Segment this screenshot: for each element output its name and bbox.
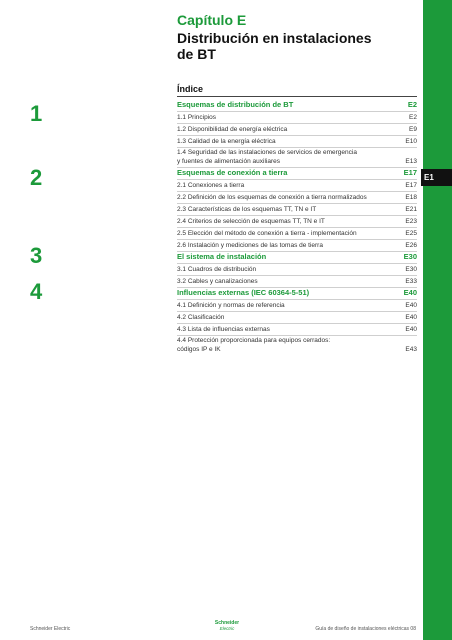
section-number-1: 1 xyxy=(30,101,43,126)
toc-item-page: E18 xyxy=(405,194,417,201)
toc-item-page: E40 xyxy=(405,326,417,333)
chapter-subtitle-line1: Distribución en instalaciones xyxy=(177,30,372,46)
toc-section-title: El sistema de instalación xyxy=(177,252,267,261)
toc-section-title: Influencias externas (IEC 60364-5-51) xyxy=(177,288,310,297)
toc-item-page: E2 xyxy=(409,114,417,121)
toc-item-text: 2.1 Conexiones a tierra xyxy=(177,182,245,189)
toc-item-page: E33 xyxy=(405,278,417,285)
toc-item-text: 3.2 Cables y canalizaciones xyxy=(177,278,258,285)
toc-item-text xyxy=(177,149,405,166)
schneider-logo-icon xyxy=(212,620,242,634)
toc-section-page: E30 xyxy=(403,252,417,261)
chapter-title: Capítulo E xyxy=(177,12,247,28)
toc-section-1[interactable] xyxy=(177,100,417,111)
toc-item-text-line2: códigos IP e IK xyxy=(177,345,221,353)
chapter-subtitle-line2: de BT xyxy=(177,46,216,62)
toc-item-page: E30 xyxy=(405,266,417,273)
toc-item[interactable] xyxy=(177,111,417,124)
footer-guide-title: Guía de diseño de instalaciones eléctricas 08 xyxy=(315,626,416,632)
toc-item-page: E21 xyxy=(405,206,417,213)
toc-section-3[interactable] xyxy=(177,252,417,263)
index-divider xyxy=(177,96,417,97)
toc-item-text: 2.6 Instalación y mediciones de las tomas de tierra xyxy=(177,242,323,249)
index-heading: Índice xyxy=(177,84,204,94)
toc-item-text xyxy=(177,337,405,354)
table-of-contents xyxy=(177,100,417,355)
toc-item-page: E40 xyxy=(405,314,417,321)
toc-item-text: 2.2 Definición de los esquemas de conexión a tierra normalizados xyxy=(177,194,367,201)
toc-item-text: 2.3 Características de los esquemas TT, TN e IT xyxy=(177,206,317,213)
toc-item-text: 1.2 Disponibilidad de energía eléctrica xyxy=(177,126,288,133)
logo-line2: Electric xyxy=(219,626,235,631)
toc-item-text-line1: 4.4 Protección proporcionada para equipos cerrados: xyxy=(177,337,331,344)
toc-item-text: 1.1 Principios xyxy=(177,114,217,121)
toc-item-page: E23 xyxy=(405,218,417,225)
toc-item[interactable] xyxy=(177,240,417,252)
side-accent-bar xyxy=(423,0,452,640)
toc-item-text: 1.3 Calidad de la energía eléctrica xyxy=(177,138,276,145)
toc-section-2[interactable] xyxy=(177,168,417,179)
toc-item[interactable] xyxy=(177,276,417,288)
toc-item-page: E43 xyxy=(405,345,417,353)
toc-item[interactable] xyxy=(177,124,417,136)
toc-item[interactable] xyxy=(177,228,417,240)
toc-item-page: E25 xyxy=(405,230,417,237)
toc-item[interactable] xyxy=(177,299,417,312)
toc-item[interactable] xyxy=(177,216,417,228)
toc-item[interactable] xyxy=(177,192,417,204)
toc-item[interactable] xyxy=(177,179,417,192)
toc-item-page: E9 xyxy=(409,126,417,133)
toc-section-page: E2 xyxy=(407,100,417,109)
toc-section-title: Esquemas de conexión a tierra xyxy=(177,168,288,177)
toc-item[interactable] xyxy=(177,263,417,276)
toc-section-page: E17 xyxy=(403,168,417,177)
section-number-2: 2 xyxy=(30,165,43,190)
footer-brand: Schneider Electric xyxy=(30,626,71,632)
toc-item-text: 2.4 Criterios de selección de esquemas TT, TN e IT xyxy=(177,218,325,225)
section-number-4: 4 xyxy=(30,279,43,304)
toc-item-text: 4.1 Definición y normas de referencia xyxy=(177,302,285,309)
chapter-subtitle xyxy=(177,30,417,62)
toc-item-text: 4.2 Clasificación xyxy=(177,314,225,321)
toc-item-text-line2: y fuentes de alimentación auxiliares xyxy=(177,157,280,165)
toc-item[interactable] xyxy=(177,136,417,148)
toc-item[interactable] xyxy=(177,312,417,324)
toc-item-text: 3.1 Cuadros de distribución xyxy=(177,266,257,273)
toc-section-title: Esquemas de distribución de BT xyxy=(177,100,294,109)
toc-item-page: E17 xyxy=(405,182,417,189)
section-number-3: 3 xyxy=(30,243,43,268)
toc-item[interactable] xyxy=(177,324,417,336)
toc-item-page: E13 xyxy=(405,157,417,165)
toc-section-4[interactable] xyxy=(177,288,417,299)
toc-item-page: E40 xyxy=(405,302,417,309)
toc-item[interactable] xyxy=(177,204,417,216)
toc-item-text: 2.5 Elección del método de conexión a tierra - implementación xyxy=(177,230,357,237)
toc-item[interactable] xyxy=(177,148,417,168)
chapter-page-tab: E1 xyxy=(421,169,452,186)
toc-item[interactable] xyxy=(177,336,417,355)
toc-item-page: E26 xyxy=(405,242,417,249)
toc-section-page: E40 xyxy=(403,288,417,297)
toc-item-text-line1: 1.4 Seguridad de las instalaciones de servicios de emergencia xyxy=(177,149,357,156)
toc-item-page: E10 xyxy=(405,138,417,145)
toc-item-text: 4.3 Lista de influencias externas xyxy=(177,326,270,333)
logo-line1: Schneider xyxy=(214,620,240,626)
